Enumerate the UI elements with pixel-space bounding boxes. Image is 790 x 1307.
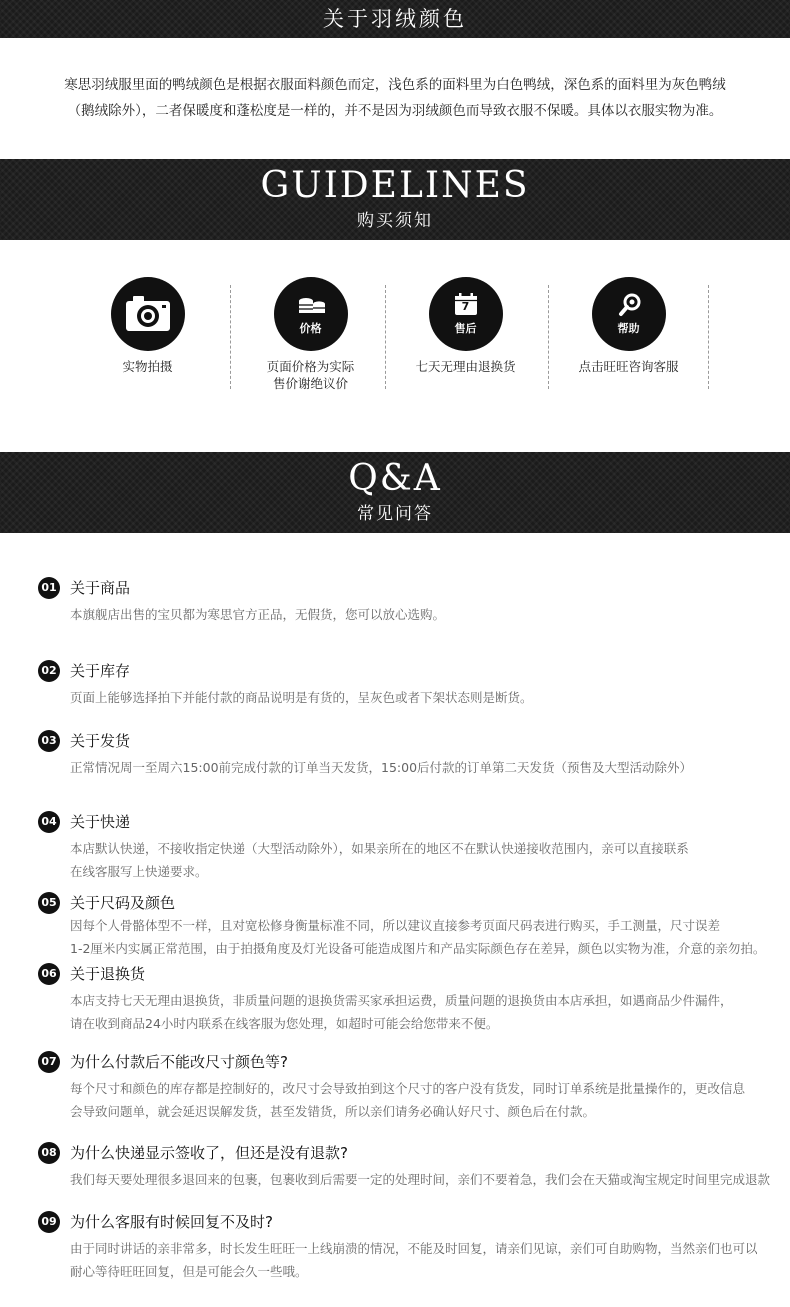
qa-item <box>38 892 778 960</box>
down-color-title: 关于羽绒颜色 <box>323 7 467 31</box>
qa-number: 08 <box>38 1142 60 1164</box>
qa-item <box>38 811 778 883</box>
qa-answer-line: 我们每天要处理很多退回来的包裹，包裹收到后需要一定的处理时间，亲们不要着急，我们会在天猫或淘宝规定时间里完成退款 <box>70 1172 771 1187</box>
qa-question: 为什么客服有时候回复不及时? <box>70 1213 273 1231</box>
price-icon-label: 价格 <box>299 322 322 335</box>
qa-answer <box>70 1168 778 1191</box>
coins-icon <box>274 277 348 351</box>
guidelines-title-cn: 购买须知 <box>357 211 433 231</box>
qa-answer <box>70 837 778 883</box>
qa-item <box>38 1142 778 1191</box>
qa-question: 关于尺码及颜色 <box>70 894 176 912</box>
calendar-icon <box>429 277 503 351</box>
guideline-price <box>233 275 388 392</box>
qa-answer <box>70 1077 778 1123</box>
qa-item <box>38 660 778 709</box>
qa-question: 关于退换货 <box>70 965 146 983</box>
down-color-line: 寒思羽绒服里面的鸭绒颜色是根据衣服面料颜色而定，浅色系的面料里为白色鸭绒，深色系的面料里为灰色鸭绒 <box>64 77 726 93</box>
guideline-text: 售价谢绝议价 <box>272 376 348 391</box>
qa-answer-line: 页面上能够选择拍下并能付款的商品说明是有货的，呈灰色或者下架状态则是断货。 <box>70 690 533 705</box>
guideline-real-photos <box>70 275 225 375</box>
qa-answer-line: 会导致问题单，就会延迟误解发货，甚至发错货，所以亲们请务必确认好尺寸、颜色后在付款。 <box>70 1104 596 1119</box>
down-color-description <box>0 72 790 124</box>
guideline-text[interactable]: 点击旺旺咨询客服 <box>578 359 679 374</box>
divider <box>548 285 549 389</box>
help-icon-label: 帮助 <box>617 322 640 335</box>
qa-answer-line: 耐心等待旺旺回复，但是可能会久一些哦。 <box>70 1264 308 1279</box>
guidelines-list <box>70 275 720 390</box>
divider <box>230 285 231 389</box>
down-color-header <box>0 0 790 38</box>
qa-question: 关于库存 <box>70 662 131 680</box>
camera-icon <box>111 277 185 351</box>
qa-number: 05 <box>38 892 60 914</box>
qa-question: 为什么付款后不能改尺寸颜色等? <box>70 1053 288 1071</box>
qa-answer-line: 本旗舰店出售的宝贝都为寒思官方正品，无假货，您可以放心选购。 <box>70 607 446 622</box>
qa-answer-line: 因每个人骨骼体型不一样，且对宽松修身衡量标准不同，所以建议直接参考页面尺码表进行购买，手工测量，尺寸误差 <box>70 918 721 933</box>
qa-number: 04 <box>38 811 60 833</box>
guideline-returns <box>388 275 543 375</box>
qa-number: 02 <box>38 660 60 682</box>
after-sales-icon-label: 售后 <box>454 322 477 335</box>
qa-answer <box>70 1237 778 1283</box>
qa-question: 为什么快递显示签收了，但还是没有退款? <box>70 1144 348 1162</box>
qa-answer-line: 每个尺寸和颜色的库存都是控制好的，改尺寸会导致拍到这个尺寸的客户没有货发，同时订单系统是批量操作的，更改信息 <box>70 1081 746 1096</box>
qa-number: 03 <box>38 730 60 752</box>
qa-answer-line: 正常情况周一至周六15:00前完成付款的订单当天发货，15:00后付款的订单第二天发货（预售及大型活动除外） <box>70 760 693 775</box>
divider <box>385 285 386 389</box>
qa-answer-line: 1-2厘米内实属正常范围，由于拍摄角度及灯光设备可能造成图片和产品实际颜色存在差异，颜色以实物为准，介意的亲勿拍。 <box>70 941 766 956</box>
guideline-help[interactable] <box>551 275 706 375</box>
qa-item <box>38 1211 778 1283</box>
qa-answer-line: 本店默认快递，不接收指定快递（大型活动除外），如果亲所在的地区不在默认快递接收范围内，亲可以直接联系 <box>70 841 689 856</box>
qa-question: 关于商品 <box>70 579 131 597</box>
qa-number: 09 <box>38 1211 60 1233</box>
qa-title-en: Q&A <box>348 458 442 499</box>
down-color-line: （鹅绒除外），二者保暖度和蓬松度是一样的，并不是因为羽绒颜色而导致衣服不保暖。具体以衣服实物为准。 <box>67 103 723 119</box>
qa-number: 06 <box>38 963 60 985</box>
qa-title-cn: 常见问答 <box>357 504 433 524</box>
qa-item <box>38 963 778 1035</box>
qa-answer <box>70 989 778 1035</box>
qa-item <box>38 730 778 779</box>
qa-answer <box>70 756 778 779</box>
guideline-text: 七天无理由退换货 <box>415 359 516 374</box>
guideline-text: 实物拍摄 <box>122 359 173 374</box>
qa-header <box>0 452 790 533</box>
qa-answer-line: 由于同时讲话的亲非常多，时长发生旺旺一上线崩溃的情况，不能及时回复，请亲们见谅，亲们可自助购物，当然亲们也可以 <box>70 1241 758 1256</box>
qa-question: 关于快递 <box>70 813 131 831</box>
qa-item <box>38 577 778 626</box>
qa-item <box>38 1051 778 1123</box>
qa-answer-line: 请在收到商品24小时内联系在线客服为您处理，如超时可能会给您带来不便。 <box>70 1016 499 1031</box>
guidelines-header <box>0 159 790 240</box>
qa-answer-line: 在线客服写上快递要求。 <box>70 864 208 879</box>
qa-number: 01 <box>38 577 60 599</box>
guideline-text: 页面价格为实际 <box>266 359 355 374</box>
qa-answer <box>70 914 778 960</box>
qa-question: 关于发货 <box>70 732 131 750</box>
qa-answer-line: 本店支持七天无理由退换货，非质量问题的退换货需买家承担运费，质量问题的退换货由本店承担，如遇商品少件漏件， <box>70 993 733 1008</box>
magnifier-icon[interactable] <box>592 277 666 351</box>
calendar-day: 7 <box>461 300 470 313</box>
qa-answer <box>70 686 778 709</box>
guidelines-title-en: GUIDELINES <box>260 165 530 206</box>
qa-answer <box>70 603 778 626</box>
qa-number: 07 <box>38 1051 60 1073</box>
divider <box>708 285 709 389</box>
